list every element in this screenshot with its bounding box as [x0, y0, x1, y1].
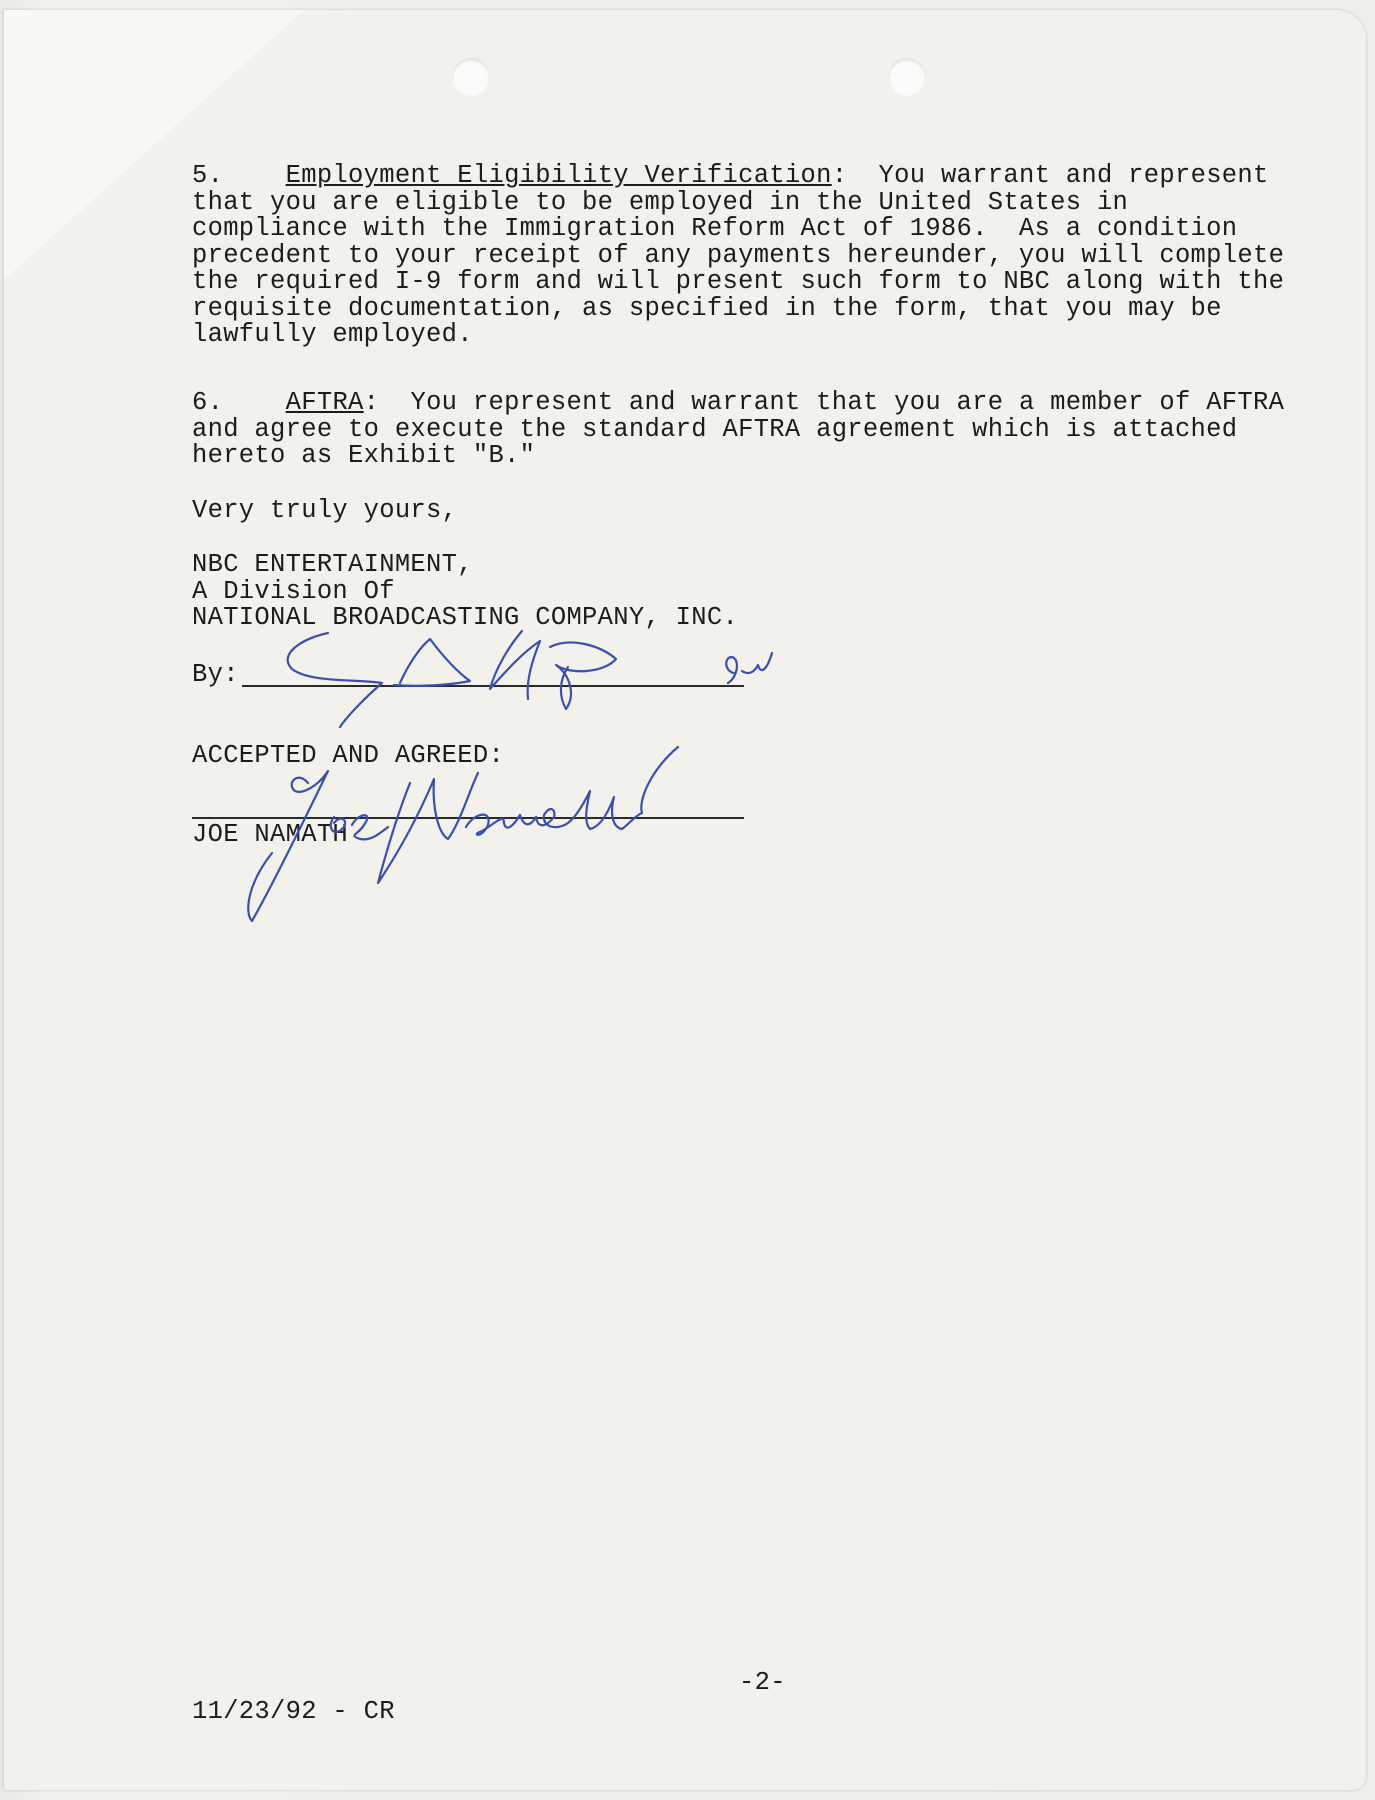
organization-line-1: NBC ENTERTAINMENT,	[192, 550, 473, 579]
signer-name: JOE NAMATH	[192, 820, 349, 849]
page-number: -2-	[739, 1668, 786, 1697]
paragraph-5-line-1	[192, 163, 1342, 190]
paragraph-6-line-1-text: : You represent and warrant that you are a member of AFTRA	[363, 388, 1285, 417]
organization-line-2: A Division Of	[192, 576, 395, 606]
paragraph-6-line-2: and agree to execute the standard AFTRA agreement which is attached	[192, 414, 1238, 444]
paragraph-5	[192, 163, 1342, 349]
closing-salutation: Very truly yours,	[192, 496, 458, 525]
paragraph-6-line-3: hereto as Exhibit "B."	[192, 441, 536, 470]
organization-line-3: NATIONAL BROADCASTING COMPANY, INC.	[192, 603, 739, 632]
paragraph-5-line-5: the required I-9 form and will present such form to NBC along with the	[192, 267, 1285, 296]
punch-hole-left	[452, 58, 490, 96]
paragraph-6-heading: AFTRA	[285, 388, 364, 417]
paragraph-5-line-4: precedent to your receipt of any payments hereunder, you will complete	[192, 240, 1285, 270]
paragraph-5-line-7: lawfully employed.	[192, 320, 473, 349]
paragraph-6	[192, 390, 1342, 470]
paragraph-5-heading: Employment Eligibility Verification	[285, 161, 832, 190]
accepted-label: ACCEPTED AND AGREED:	[192, 741, 505, 770]
paragraph-5-line-6: requisite documentation, as specified in the form, that you may be	[192, 293, 1222, 323]
paragraph-5-line-3: compliance with the Immigration Reform Act of 1986. As a condition	[192, 214, 1238, 243]
organization-block	[192, 552, 738, 632]
footer-date-code: 11/23/92 - CR	[192, 1697, 395, 1726]
by-signature-line	[242, 685, 744, 687]
accepted-signature-line	[192, 817, 744, 819]
paragraph-6-line-1	[192, 390, 1342, 417]
paragraph-5-number: 5.	[192, 161, 224, 190]
punch-hole-right	[888, 58, 926, 96]
paragraph-6-number: 6.	[192, 388, 224, 417]
paragraph-5-line-1-text: : You warrant and represent	[831, 161, 1269, 190]
paragraph-5-line-2: that you are eligible to be employed in the United States in	[192, 187, 1129, 217]
by-label: By:	[192, 660, 239, 689]
